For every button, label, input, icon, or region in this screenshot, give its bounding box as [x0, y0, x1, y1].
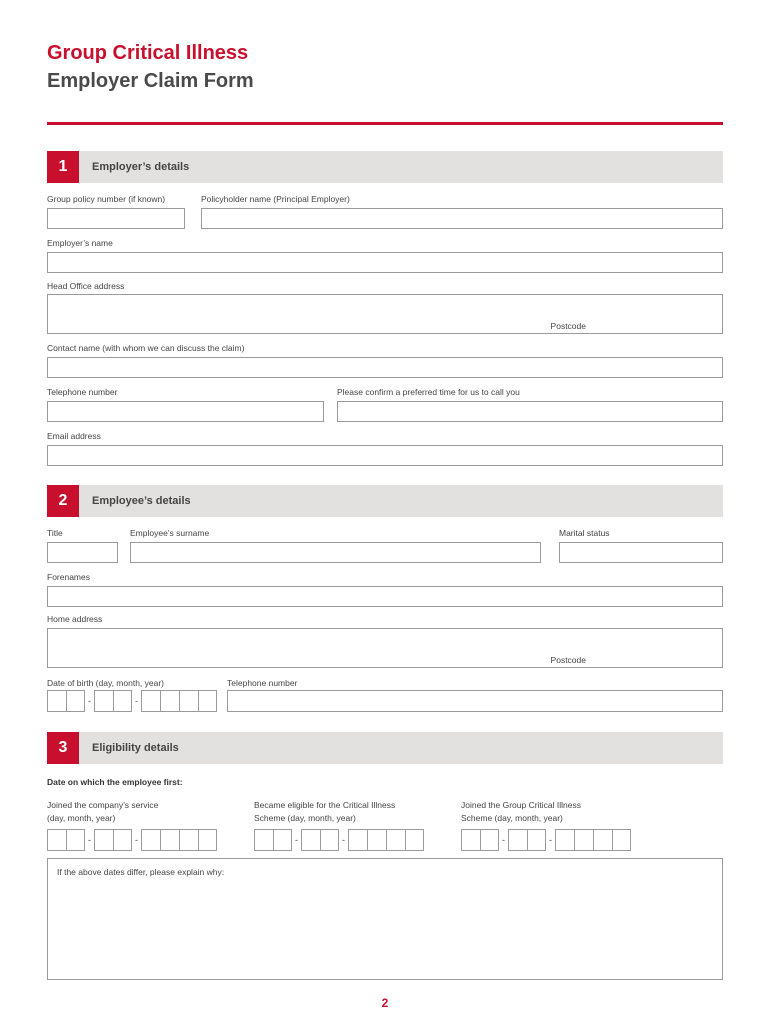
- date-digit-box[interactable]: [405, 829, 424, 851]
- date-separator: -: [549, 835, 552, 845]
- joined-service-sublabel: (day, month, year): [47, 813, 116, 823]
- preferred-time-label: Please confirm a preferred time for us to call you: [337, 387, 520, 397]
- date-digit-box[interactable]: [320, 829, 339, 851]
- contact-name-label: Contact name (with whom we can discuss the claim): [47, 343, 245, 353]
- home-address-label: Home address: [47, 614, 103, 624]
- head-office-label: Head Office address: [47, 281, 125, 291]
- title-field[interactable]: [47, 542, 118, 563]
- date-digit-box[interactable]: [461, 829, 480, 851]
- header-divider: [47, 122, 723, 125]
- employee-telephone-label: Telephone number: [227, 678, 298, 688]
- date-digit-box[interactable]: [593, 829, 612, 851]
- date-digit-box[interactable]: [66, 690, 85, 712]
- date-digit-box[interactable]: [508, 829, 527, 851]
- date-digit-box[interactable]: [94, 690, 113, 712]
- section-number: 2: [47, 485, 79, 517]
- date-digit-box[interactable]: [198, 690, 217, 712]
- date-digit-box[interactable]: [198, 829, 217, 851]
- date-digit-box[interactable]: [574, 829, 593, 851]
- forenames-field[interactable]: [47, 586, 723, 607]
- home-address-field[interactable]: [47, 628, 723, 668]
- dob-date-input[interactable]: [47, 690, 217, 712]
- eligible-date-input[interactable]: [254, 829, 424, 851]
- marital-status-field[interactable]: [559, 542, 723, 563]
- date-digit-box[interactable]: [141, 829, 160, 851]
- surname-label: Employee’s surname: [130, 528, 210, 538]
- date-separator: -: [135, 835, 138, 845]
- date-digit-box[interactable]: [47, 690, 66, 712]
- date-separator: -: [88, 696, 91, 706]
- policyholder-label: Policyholder name (Principal Employer): [201, 194, 350, 204]
- date-digit-box[interactable]: [367, 829, 386, 851]
- eligibility-intro: Date on which the employee first:: [47, 777, 183, 787]
- date-digit-box[interactable]: [113, 829, 132, 851]
- dob-label: Date of birth (day, month, year): [47, 678, 165, 688]
- policy-number-field[interactable]: [47, 208, 185, 229]
- eligible-label: Became eligible for the Critical Illness: [254, 800, 396, 810]
- page-number: 2: [381, 996, 389, 1010]
- section-header-employee: [47, 485, 723, 517]
- date-digit-box[interactable]: [113, 690, 132, 712]
- section-header-eligibility: [47, 732, 723, 764]
- telephone-label: Telephone number: [47, 387, 118, 397]
- contact-name-field[interactable]: [47, 357, 723, 378]
- date-separator: -: [135, 696, 138, 706]
- employee-telephone-field[interactable]: [227, 690, 723, 712]
- joined-scheme-sublabel: Scheme (day, month, year): [461, 813, 563, 823]
- date-digit-box[interactable]: [386, 829, 405, 851]
- surname-field[interactable]: [130, 542, 541, 563]
- section-number: 3: [47, 732, 79, 764]
- postcode-label: Postcode: [550, 655, 586, 665]
- date-digit-box[interactable]: [179, 690, 198, 712]
- date-digit-box[interactable]: [179, 829, 198, 851]
- section-number: 1: [47, 151, 79, 183]
- date-separator: -: [342, 835, 345, 845]
- date-digit-box[interactable]: [160, 829, 179, 851]
- policy-number-label: Group policy number (if known): [47, 194, 166, 204]
- date-digit-box[interactable]: [273, 829, 292, 851]
- dates-differ-explanation-field[interactable]: [47, 858, 723, 980]
- date-separator: -: [502, 835, 505, 845]
- employer-name-field[interactable]: [47, 252, 723, 273]
- joined-service-date-input[interactable]: [47, 829, 217, 851]
- head-office-address-field[interactable]: [47, 294, 723, 334]
- date-digit-box[interactable]: [160, 690, 179, 712]
- date-digit-box[interactable]: [612, 829, 631, 851]
- date-digit-box[interactable]: [480, 829, 499, 851]
- joined-scheme-date-input[interactable]: [461, 829, 631, 851]
- section-title: Employer’s details: [92, 161, 190, 173]
- date-digit-box[interactable]: [527, 829, 546, 851]
- title-label: Title: [47, 528, 63, 538]
- form-subtitle: Employer Claim Form: [47, 70, 254, 92]
- date-digit-box[interactable]: [94, 829, 113, 851]
- date-digit-box[interactable]: [301, 829, 320, 851]
- date-digit-box[interactable]: [47, 829, 66, 851]
- marital-status-label: Marital status: [559, 528, 610, 538]
- joined-service-label: Joined the company’s service: [47, 800, 159, 810]
- employer-name-label: Employer’s name: [47, 238, 113, 248]
- dates-differ-label: If the above dates differ, please explain why:: [57, 867, 225, 877]
- date-digit-box[interactable]: [254, 829, 273, 851]
- date-separator: -: [295, 835, 298, 845]
- section-title: Employee’s details: [92, 495, 191, 507]
- date-digit-box[interactable]: [66, 829, 85, 851]
- form-title: Group Critical Illness: [47, 42, 249, 64]
- section-header-employer: [47, 151, 723, 183]
- forenames-label: Forenames: [47, 572, 90, 582]
- employer-telephone-field[interactable]: [47, 401, 324, 422]
- date-digit-box[interactable]: [141, 690, 160, 712]
- section-title: Eligibility details: [92, 742, 179, 754]
- date-separator: -: [88, 835, 91, 845]
- eligible-sublabel: Scheme (day, month, year): [254, 813, 356, 823]
- preferred-time-field[interactable]: [337, 401, 723, 422]
- date-digit-box[interactable]: [348, 829, 367, 851]
- email-field[interactable]: [47, 445, 723, 466]
- postcode-label: Postcode: [550, 321, 586, 331]
- email-label: Email address: [47, 431, 101, 441]
- policyholder-field[interactable]: [201, 208, 723, 229]
- joined-scheme-label: Joined the Group Critical Illness: [461, 800, 582, 810]
- date-digit-box[interactable]: [555, 829, 574, 851]
